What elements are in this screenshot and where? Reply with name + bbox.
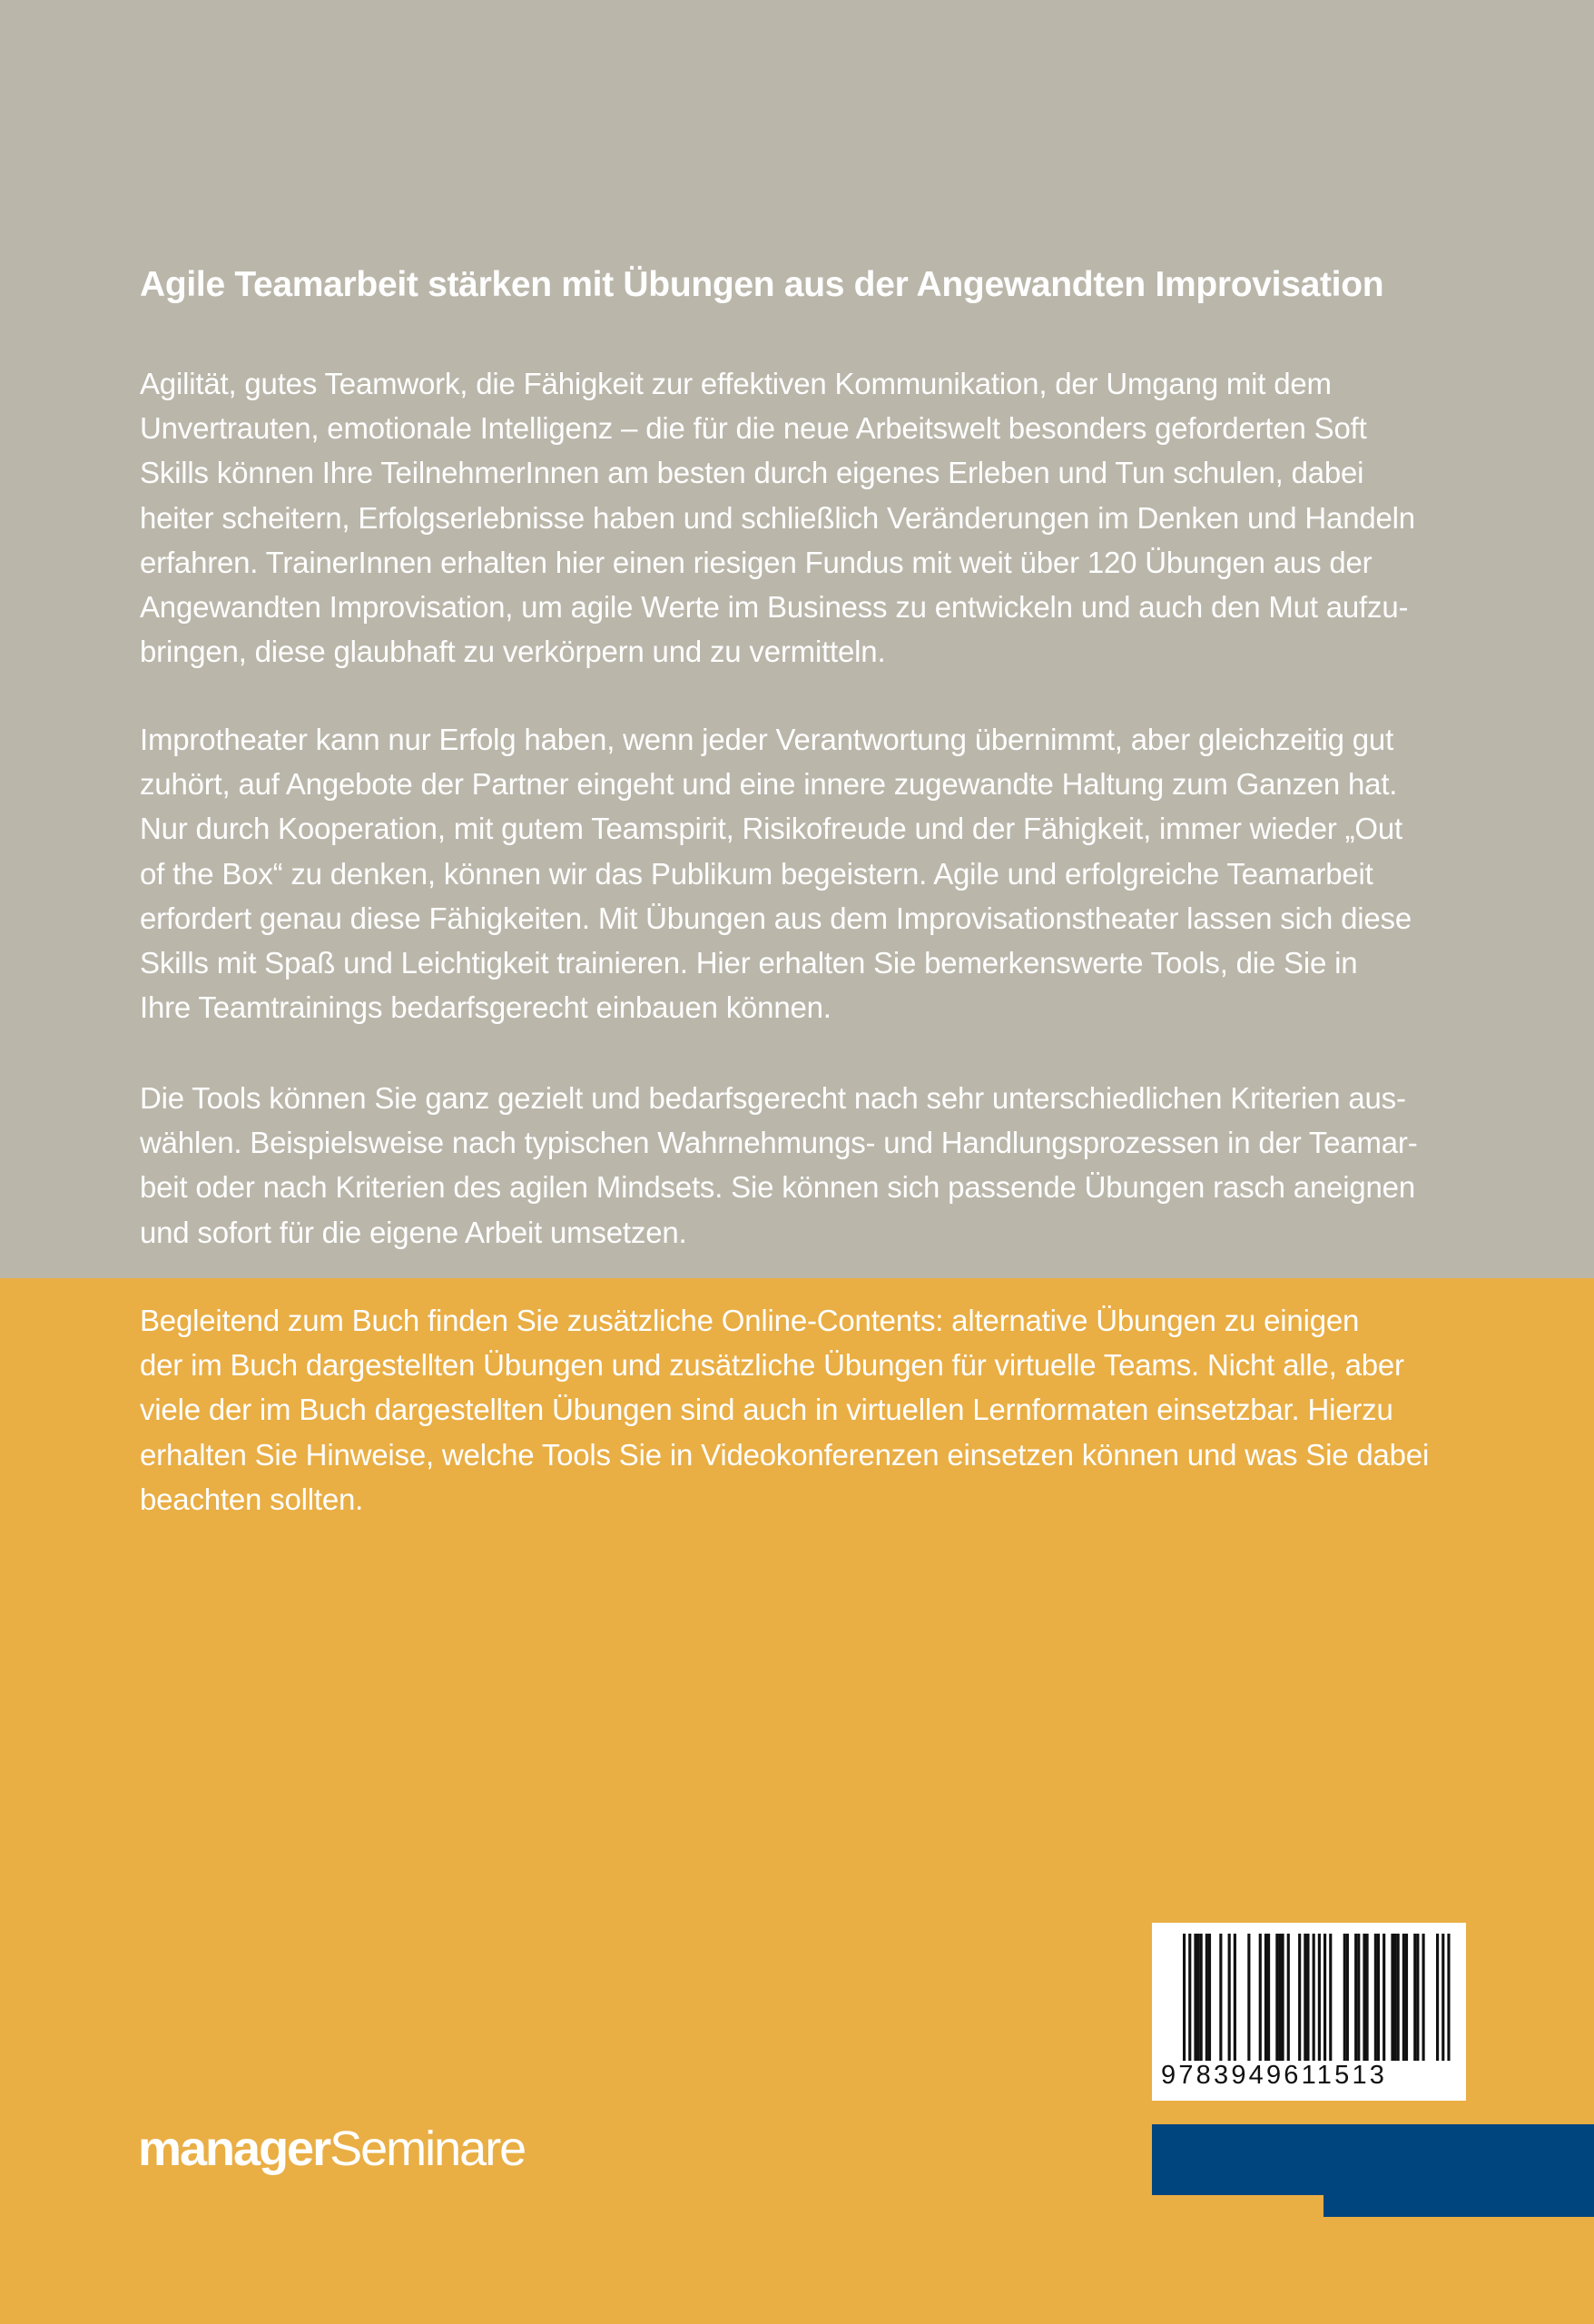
barcode-bar: [1208, 1934, 1211, 2061]
blurb-paragraph-2: [140, 717, 1465, 1029]
barcode-bar: [1416, 1934, 1419, 2061]
text-line: Skills mit Spaß und Leichtigkeit trainieren. Hier erhalten Sie bemerkenswerte Tools, die Sie in: [140, 946, 1358, 980]
barcode-bar: [1287, 1934, 1290, 2061]
barcode-bar: [1441, 1934, 1444, 2061]
barcode-bar: [1436, 1934, 1439, 2061]
text-line: Angewandten Improvisation, um agile Werte im Business zu entwickeln und auch den Mut aufzu-: [140, 590, 1409, 625]
barcode-bar: [1275, 1934, 1278, 2061]
barcode-bar: [1188, 1934, 1191, 2061]
barcode-bar: [1354, 1934, 1357, 2061]
logo-part-manager: manager: [138, 2122, 330, 2176]
barcode-bar: [1447, 1934, 1450, 2061]
barcode-bar: [1298, 1934, 1301, 2061]
text-line: Agilität, gutes Teamwork, die Fähigkeit zur effektiven Kommunikation, der Umgang mit dem: [140, 367, 1332, 400]
accent-bar: [1152, 2124, 1594, 2195]
barcode-bar: [1197, 1934, 1200, 2061]
barcode-bar: [1234, 1934, 1236, 2061]
text-line: Unvertrauten, emotionale Intelligenz – die für die neue Arbeitswelt besonders geforderten Soft: [140, 411, 1367, 446]
text-line: und sofort für die eigene Arbeit umsetzen.: [140, 1215, 687, 1249]
barcode-bar: [1194, 1934, 1196, 2061]
barcode-bar: [1394, 1934, 1397, 2061]
publisher-logo: [138, 2121, 525, 2177]
barcode-bar: [1313, 1934, 1315, 2061]
barcode-bar: [1247, 1934, 1250, 2061]
blurb-paragraph-1: [140, 361, 1465, 674]
barcode-bar: [1329, 1934, 1332, 2061]
barcode-bar: [1391, 1934, 1393, 2061]
barcode-bar: [1413, 1934, 1416, 2061]
barcode-bar: [1343, 1934, 1346, 2061]
text-line: heiter scheitern, Erfolgserlebnisse haben und schließlich Veränderungen im Denken und Handeln: [140, 500, 1415, 535]
barcode-bar: [1200, 1934, 1203, 2061]
barcode-bar: [1278, 1934, 1281, 2061]
text-line: beit oder nach Kriterien des agilen Mindsets. Sie können sich passende Übungen rasch aneignen: [140, 1170, 1415, 1205]
barcode-bar: [1382, 1934, 1385, 2061]
logo-part-seminare: Seminare: [330, 2122, 526, 2176]
blurb-paragraph-3: [140, 1076, 1465, 1255]
barcode-bar: [1306, 1934, 1309, 2061]
text-line: Begleitend zum Buch finden Sie zusätzliche Online-Contents: alternative Übungen zu einigen: [140, 1304, 1360, 1337]
book-blurb-title: Agile Teamarbeit stärken mit Übungen aus der Angewandten Improvisation: [140, 265, 1384, 304]
barcode-bar: [1363, 1934, 1365, 2061]
barcode-bar: [1264, 1934, 1267, 2061]
barcode-bar: [1259, 1934, 1262, 2061]
barcode-bar: [1219, 1934, 1222, 2061]
barcode-bar: [1374, 1934, 1377, 2061]
barcode-bar: [1405, 1934, 1408, 2061]
barcode-bar: [1323, 1934, 1326, 2061]
barcode-bar: [1228, 1934, 1231, 2061]
barcode-bar: [1357, 1934, 1360, 2061]
text-line: Die Tools können Sie ganz gezielt und bedarfsgerecht nach sehr unterschiedlichen Kriterien aus-: [140, 1081, 1406, 1115]
text-line: wählen. Beispielsweise nach typischen Wahrnehmungs- und Handlungsprozessen in der Teamar-: [140, 1126, 1418, 1160]
text-line: beachten sollten.: [140, 1482, 364, 1516]
barcode-icon: [1161, 1934, 1457, 2061]
text-line: erhalten Sie Hinweise, welche Tools Sie in Videokonferenzen einsetzen können und was Sie dabei: [140, 1437, 1430, 1472]
text-line: erfahren. TrainerInnen erhalten hier einen riesigen Fundus mit weit über 120 Übungen aus der: [140, 545, 1373, 579]
barcode-bar: [1377, 1934, 1380, 2061]
barcode-bar: [1304, 1934, 1306, 2061]
accent-bar-tail: [1323, 2195, 1594, 2217]
text-line: Skills können Ihre TeilnehmerInnen am besten durch eigenes Erleben und Tun schulen, dabei: [140, 456, 1364, 490]
barcode-bar: [1318, 1934, 1321, 2061]
text-line: viele der im Buch dargestellten Übungen sind auch in virtuellen Lernformaten einsetzbar. Hierzu: [140, 1393, 1393, 1427]
barcode-bar: [1205, 1934, 1208, 2061]
text-line: Ihre Teamtrainings bedarfsgerecht einbauen können.: [140, 990, 831, 1025]
text-line: bringen, diese glaubhaft zu verkörpern und zu vermitteln.: [140, 635, 886, 669]
text-line: Nur durch Kooperation, mit gutem Teamspirit, Risikofreude und der Fähigkeit, immer wieder „Out: [140, 812, 1403, 846]
barcode-bar: [1422, 1934, 1425, 2061]
isbn-number: 9783949611513: [1161, 2061, 1388, 2090]
barcode-bar: [1397, 1934, 1400, 2061]
text-line: der im Buch dargestellten Übungen und zusätzliche Übungen für virtuelle Teams. Nicht alle, aber: [140, 1348, 1404, 1383]
text-line: of the Box“ zu denken, können wir das Publikum begeistern. Agile und erfolgreiche Teamarbeit: [140, 856, 1373, 891]
barcode-bar: [1402, 1934, 1405, 2061]
barcode-bar: [1366, 1934, 1369, 2061]
barcode-bar: [1183, 1934, 1186, 2061]
barcode-bar: [1282, 1934, 1284, 2061]
text-line: Improtheater kann nur Erfolg haben, wenn jeder Verantwortung übernimmt, aber gleichzeitig gut: [140, 723, 1394, 756]
isbn-barcode: [1152, 1923, 1466, 2101]
text-line: erfordert genau diese Fähigkeiten. Mit Übungen aus dem Improvisationstheater lassen sich diese: [140, 901, 1412, 935]
text-line: zuhört, auf Angebote der Partner eingeht und eine innere zugewandte Haltung zum Ganzen hat.: [140, 767, 1398, 802]
online-contents-paragraph: [140, 1298, 1465, 1521]
barcode-bar: [1267, 1934, 1270, 2061]
barcode-bar: [1346, 1934, 1349, 2061]
